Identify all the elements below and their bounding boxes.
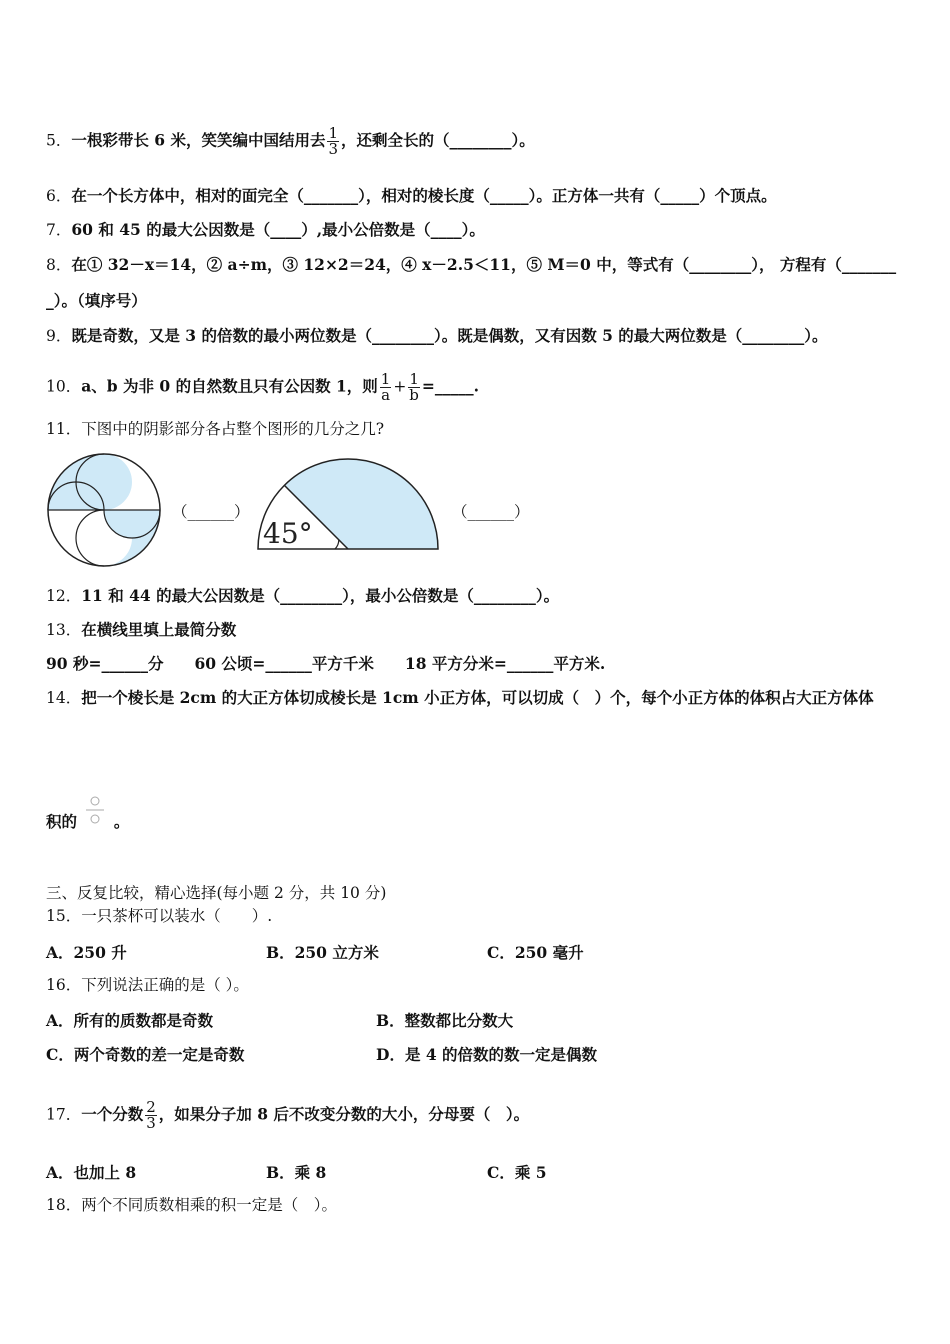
circle-figure — [46, 452, 162, 568]
denominator: a — [381, 386, 391, 404]
angle-label: 45° — [263, 517, 313, 550]
semicircle-figure — [255, 458, 441, 552]
question-15 — [46, 906, 272, 926]
question-text: a、b 为非 0 的自然数且只有公因数 1，则 — [81, 376, 378, 396]
numerator: 2 — [146, 1098, 156, 1116]
option-c[interactable]: C．两个奇数的差一定是奇数 — [46, 1045, 245, 1064]
option-d[interactable]: D．是 4 的倍数的数一定是偶数 — [376, 1045, 598, 1064]
question-text: _）。（填序号） — [46, 291, 147, 310]
question-text: 一个分数 — [81, 1104, 144, 1124]
question-8-continued — [46, 291, 147, 311]
question-number: 14． — [46, 689, 82, 707]
question-text: 既是奇数，又是 3 的倍数的最小两位数是（________）。既是偶数，又有因数 5 的最大两位数是（________）。 — [71, 326, 828, 345]
question-number: 9． — [46, 327, 72, 345]
question-number: 16． — [46, 976, 82, 994]
option-a[interactable]: A．所有的质数都是奇数 — [46, 1011, 214, 1030]
question-text: =_____. — [421, 376, 480, 396]
question-number: 10． — [46, 377, 82, 396]
denominator: b — [409, 386, 419, 404]
denominator: 3 — [146, 1114, 156, 1132]
option-a[interactable]: A．也加上 8 — [46, 1163, 137, 1182]
section-heading: 三、反复比较，精心选择(每小题 2 分，共 10 分) — [46, 884, 387, 902]
question-text: 在一个长方体中，相对的面完全（_______），相对的棱长度（_____）。正方体一共有（_____）个顶点。 — [71, 186, 777, 205]
question-16 — [46, 975, 249, 995]
question-8 — [46, 255, 896, 275]
option-a[interactable]: A．250 升 — [46, 943, 127, 962]
fraction — [145, 1100, 157, 1131]
question-text: ，如果分子加 8 后不改变分数的大小，分母要（ ）。 — [158, 1104, 530, 1124]
question-number: 7． — [46, 221, 72, 239]
question-11 — [46, 419, 384, 439]
answer-blank-2: （______） — [452, 503, 530, 521]
question-14-continued — [46, 794, 129, 832]
question-text: 在① 32－x＝14，② a÷m，③ 12×2＝24，④ x－2.5＜11，⑤ M＝0 中，等式有（________）， 方程有（_______ — [71, 255, 897, 274]
question-text: 积的 — [46, 812, 78, 831]
numerator: 1 — [409, 370, 419, 388]
fraction — [327, 126, 339, 157]
question-number: 5． — [46, 131, 72, 150]
question-14 — [46, 688, 874, 708]
question-text: 把一个棱长是 2cm 的大正方体切成棱长是 1cm 小正方体，可以切成（ ）个，每个小正方体的体积占大正方体体 — [81, 688, 874, 707]
question-text: 。 — [113, 812, 130, 831]
question-17 — [46, 1100, 529, 1131]
option-b[interactable]: B．整数都比分数大 — [376, 1011, 514, 1030]
question-number: 8． — [46, 256, 72, 274]
numerator: 1 — [328, 124, 339, 142]
plus-sign: + — [393, 377, 407, 396]
question-text: 下列说法正确的是（ ）。 — [81, 976, 249, 994]
question-5 — [46, 126, 535, 157]
question-text: 下图中的阴影部分各占整个图形的几分之几? — [81, 420, 385, 438]
answer-blank-1: （______） — [172, 503, 250, 521]
fraction — [380, 372, 392, 403]
numerator: 1 — [380, 370, 391, 388]
question-9 — [46, 326, 828, 346]
question-text: ，还剩全长的（________）。 — [341, 130, 535, 150]
question-13 — [46, 620, 236, 640]
option-c[interactable]: C．乘 5 — [487, 1163, 547, 1182]
option-b[interactable]: B．250 立方米 — [266, 943, 379, 962]
question-text: 在横线里填上最简分数 — [81, 620, 237, 639]
question-number: 11． — [46, 420, 82, 438]
question-12 — [46, 586, 559, 606]
question-13-fill: 90 秒=______分 60 公顷=______平方千米 18 平方分米=______平方米. — [46, 654, 606, 673]
question-number: 15． — [46, 907, 82, 925]
question-number: 13． — [46, 621, 82, 639]
question-text: 一根彩带长 6 米，笑笑编中国结用去 — [71, 130, 326, 150]
question-6 — [46, 186, 777, 206]
option-b[interactable]: B．乘 8 — [266, 1163, 327, 1182]
question-text: 60 和 45 的最大公因数是（____）,最小公倍数是（____）。 — [71, 220, 485, 239]
option-c[interactable]: C．250 毫升 — [487, 943, 584, 962]
question-number: 6． — [46, 187, 72, 205]
missing-fraction-icon — [82, 794, 108, 828]
question-18 — [46, 1195, 337, 1215]
question-10 — [46, 372, 479, 403]
denominator: 3 — [328, 140, 339, 158]
question-text: 11 和 44 的最大公因数是（________），最小公倍数是（________）。 — [81, 586, 560, 605]
question-text: 一只茶杯可以装水（ ）. — [81, 907, 273, 925]
question-number: 18． — [46, 1196, 82, 1214]
question-text: 两个不同质数相乘的积一定是（ ）。 — [81, 1196, 337, 1214]
question-number: 17． — [46, 1105, 82, 1124]
question-number: 12． — [46, 587, 82, 605]
fraction — [408, 372, 420, 403]
question-7 — [46, 220, 485, 240]
